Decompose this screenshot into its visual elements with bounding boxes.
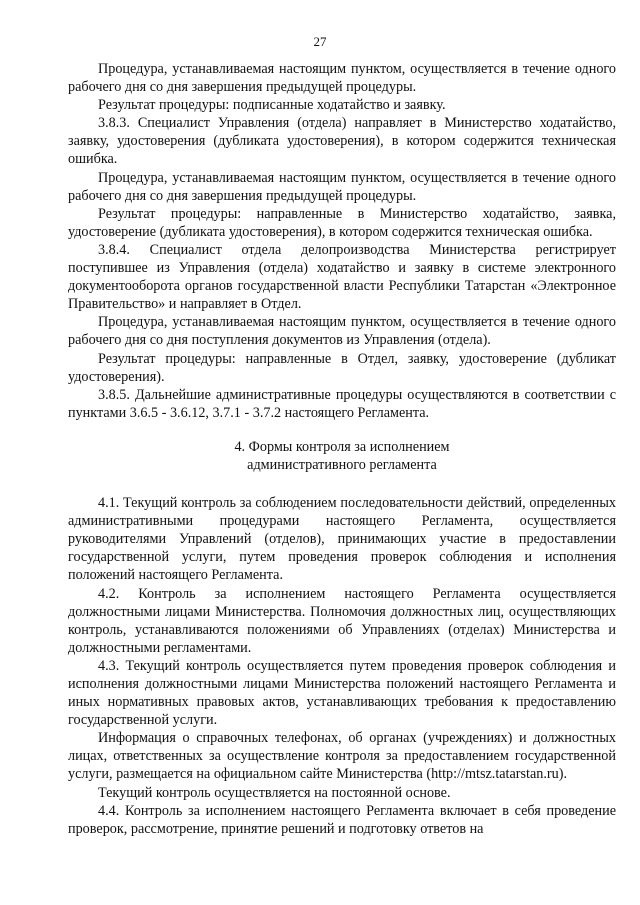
paragraph: Информация о справочных телефонах, об органах (учреждениях) и должностных лицах, ответственных за осуществление контроля за предоставлением государственной услуги, размещается на официальном сайте Министерства (http://mtsz.tatarstan.ru). — [68, 730, 616, 783]
document-body — [68, 60, 616, 838]
paragraph: Процедура, устанавливаемая настоящим пунктом, осуществляется в течение одного рабочего дня со дня завершения предыдущей процедуры. — [68, 61, 616, 96]
paragraph: Процедура, устанавливаемая настоящим пунктом, осуществляется в течение одного рабочего дня со дня завершения предыдущей процедуры. — [68, 169, 616, 204]
paragraph: 3.8.3. Специалист Управления (отдела) направляет в Министерство ходатайство, заявку, удостоверения (дубликата удостоверения), в котором содержится техническая ошибка. — [68, 115, 616, 168]
section-heading-line2: административного регламента — [247, 456, 437, 473]
paragraph: Результат процедуры: подписанные ходатайство и заявку. — [98, 97, 446, 114]
paragraph: 4.3. Текущий контроль осуществляется путем проведения проверок соблюдения и исполнения должностными лицами Министерства положений настоящего Регламента и иных нормативных правовых актов, устанавливающих требования к предоставлению государственной услуги. — [68, 657, 616, 729]
paragraph: 4.1. Текущий контроль за соблюдением последовательности действий, определенных административными процедурами настоящего Регламента, осуществляется руководителями Управлений (отделов), принимающих участие в предоставлении государственной услуги, путем проведения проверок соблюдения и исполнения положений настоящего Регламента. — [68, 495, 616, 584]
paragraph: 3.8.5. Дальнейшие административные процедуры осуществляются в соответствии с пунктами 3.6.5 - 3.6.12, 3.7.1 - 3.7.2 настоящего Регламента. — [68, 386, 616, 421]
paragraph: Процедура, устанавливаемая настоящим пунктом, осуществляется в течение одного рабочего дня со дня поступления документов из Управления (отдела). — [68, 314, 616, 349]
paragraph: Результат процедуры: направленные в Отдел, заявку, удостоверение (дубликат удостоверения). — [68, 350, 616, 385]
section-heading-line1: 4. Формы контроля за исполнением — [234, 438, 450, 455]
paragraph: 3.8.4. Специалист отдела делопроизводства Министерства регистрирует поступившее из Управления (отдела) ходатайство и заявку в системе электронного документооборота органов государственной власти Республики Татарстан «Электронное Правительство» и направляет в Отдел. — [68, 241, 616, 313]
section-heading — [68, 438, 616, 474]
paragraph: 4.4. Контроль за исполнением настоящего Регламента включает в себя проведение проверок, рассмотрение, принятие решений и подготовку ответов на — [68, 802, 616, 837]
page-number: 27 — [313, 34, 327, 49]
paragraph: Текущий контроль осуществляется на постоянной основе. — [98, 784, 451, 801]
paragraph: 4.2. Контроль за исполнением настоящего Регламента осуществляется должностными лицами Министерства. Полномочия должностных лиц, осуществляющих контроль, устанавливаются положениями об Управлениях (отделах) Министерства и должностными регламентами. — [68, 585, 616, 656]
paragraph: Результат процедуры: направленные в Министерство ходатайство, заявка, удостоверение (дубликата удостоверения), в котором содержится техническая ошибка. — [68, 205, 616, 240]
